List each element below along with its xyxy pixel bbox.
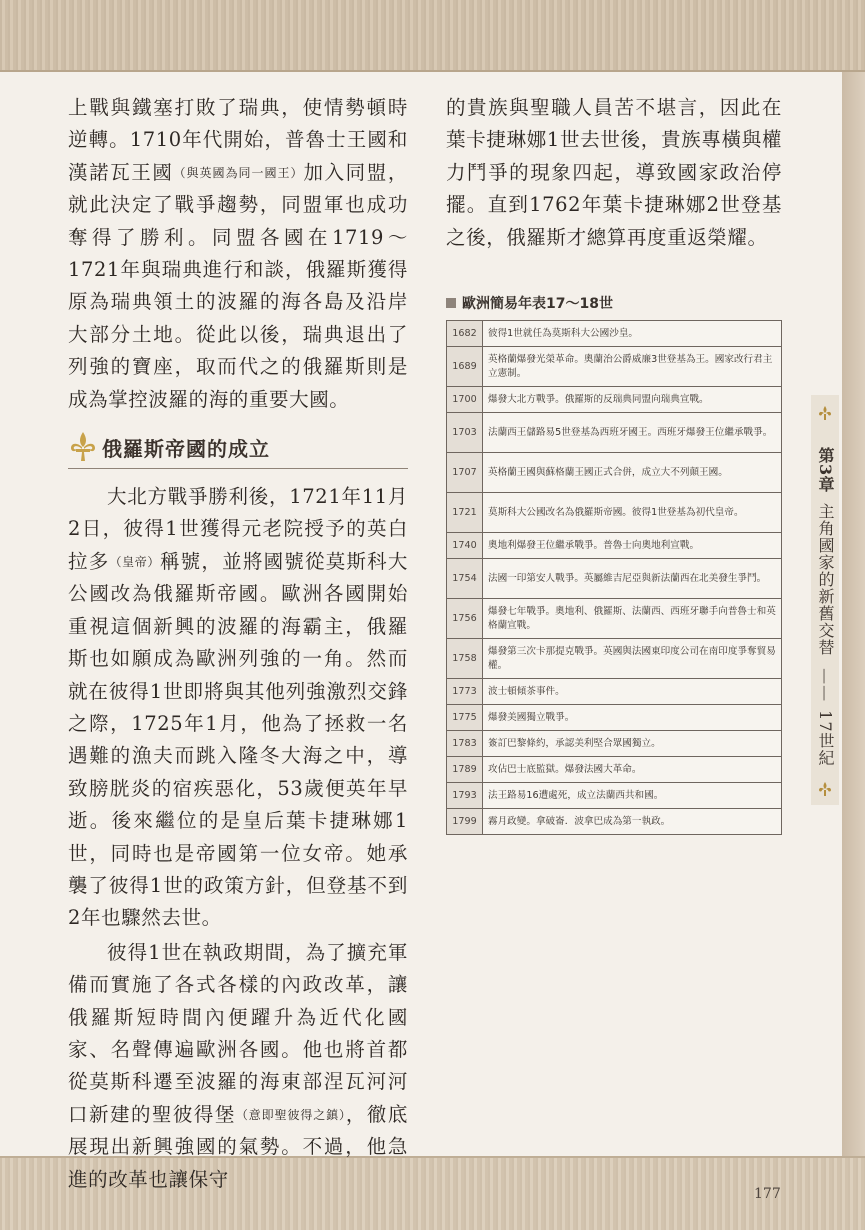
timeline-event: 爆發美國獨立戰爭。 [483, 705, 782, 731]
timeline-year: 1783 [447, 731, 483, 757]
timeline-row [447, 413, 782, 453]
timeline-row [447, 347, 782, 387]
timeline-row [447, 387, 782, 413]
timeline-event: 簽訂巴黎條約，承認美利堅合眾國獨立。 [483, 731, 782, 757]
chapter-vertical-label: 第3章主角國家的新舊交替——17世紀 [816, 447, 835, 767]
inline-note: （意即聖彼得之鎮） [235, 1107, 346, 1122]
timeline-year: 1773 [447, 679, 483, 705]
timeline-row [447, 731, 782, 757]
paragraph-continuation: 的貴族與聖職人員苦不堪言，因此在葉卡捷琳娜1世去世後，貴族專橫與權力鬥爭的現象四起，導致國家政治停擺。直到1762年葉卡捷琳娜2世登基之後，俄羅斯才總算再度重返榮耀。 [446, 96, 782, 249]
ornament-icon [818, 781, 832, 797]
paragraph-empire [68, 481, 408, 935]
timeline-year: 1756 [447, 599, 483, 639]
timeline-year: 1793 [447, 783, 483, 809]
scan-top-band [0, 0, 865, 72]
timeline-event: 霧月政變。拿破崙．波拿巴成為第一執政。 [483, 809, 782, 835]
left-column [68, 92, 408, 1196]
timeline-year: 1721 [447, 493, 483, 533]
timeline-year: 1689 [447, 347, 483, 387]
square-bullet-icon [446, 298, 456, 308]
paragraph-reforms [68, 937, 408, 1196]
timeline-row [447, 453, 782, 493]
chapter-side-tab [811, 395, 839, 805]
timeline-event: 法國一印第安人戰爭。英屬維吉尼亞與新法蘭西在北美發生爭鬥。 [483, 559, 782, 599]
page-number: 177 [754, 1186, 781, 1202]
timeline-row [447, 533, 782, 559]
timeline-year: 1703 [447, 413, 483, 453]
timeline-year: 1775 [447, 705, 483, 731]
timeline-event: 法蘭西王儲路易5世登基為西班牙國王。西班牙爆發王位繼承戰爭。 [483, 413, 782, 453]
timeline-year: 1707 [447, 453, 483, 493]
timeline-year: 1799 [447, 809, 483, 835]
timeline-event: 莫斯科大公國改名為俄羅斯帝國。彼得1世登基為初代皇帝。 [483, 493, 782, 533]
ornament-icon [818, 405, 832, 421]
chapter-number: 第3章 [816, 447, 835, 494]
timeline-year: 1758 [447, 639, 483, 679]
timeline-event: 奧地利爆發王位繼承戰爭。普魯士向奧地利宣戰。 [483, 533, 782, 559]
timeline-row [447, 679, 782, 705]
timeline-row [447, 757, 782, 783]
timeline-row [447, 705, 782, 731]
timeline-year: 1700 [447, 387, 483, 413]
inline-note: （皇帝） [109, 554, 160, 569]
timeline-event: 英格蘭王國與蘇格蘭王國正式合併，成立大不列顛王國。 [483, 453, 782, 493]
timeline-year: 1789 [447, 757, 483, 783]
paragraph-text: 彼得1世在執政期間，為了擴充軍備而實施了各式各樣的內政改革，讓俄羅斯短時間內便躍升為近代化國家、名聲傳遍歐洲各國。他也將首都從莫斯科遷至波羅的海東部涅瓦河河口新建的聖彼得堡 [68, 940, 408, 1126]
timeline-event: 爆發七年戰爭。奧地利、俄羅斯、法蘭西、西班牙聯手向普魯士和英格蘭宣戰。 [483, 599, 782, 639]
timeline-row [447, 639, 782, 679]
timeline-table [446, 320, 782, 835]
chapter-era: 17世紀 [816, 710, 835, 767]
timeline-event: 波士頓傾茶事件。 [483, 679, 782, 705]
section-heading [68, 430, 408, 469]
timeline-row [447, 809, 782, 835]
paragraph-text: ，徹底展現出新興強國的氣勢。不過，他急進的改革也讓保守 [68, 1102, 408, 1191]
timeline-title-text: 歐洲簡易年表17〜18世 [462, 296, 613, 312]
section-title: 俄羅斯帝國的成立 [102, 436, 270, 461]
timeline-row [447, 321, 782, 347]
page-edge [842, 72, 865, 1156]
fleur-de-lis-icon [68, 430, 98, 464]
timeline-year: 1682 [447, 321, 483, 347]
chapter-title: 主角國家的新舊交替 [816, 503, 835, 657]
timeline-row [447, 493, 782, 533]
paragraph-text: 上戰與鐵塞打敗了瑞典，使情勢頓時逆轉。1710年代開始，普魯士王國和漢諾瓦王國 [68, 96, 408, 184]
timeline-title [446, 293, 613, 313]
timeline-event: 英格蘭爆發光榮革命。奧蘭治公爵威廉3世登基為王。國家改行君主立憲制。 [483, 347, 782, 387]
paragraph-intro [68, 92, 408, 416]
timeline-event: 彼得1世就任為莫斯科大公國沙皇。 [483, 321, 782, 347]
timeline-year: 1754 [447, 559, 483, 599]
timeline-event: 攻佔巴士底監獄。爆發法國大革命。 [483, 757, 782, 783]
timeline-event: 法王路易16遭處死，成立法蘭西共和國。 [483, 783, 782, 809]
paragraph-text: 大北方戰爭勝利後，1721年11月2日，彼得1世獲得元老院授予的英白拉多 [68, 485, 408, 573]
paragraph-text: 加入同盟，就此決定了戰爭趨勢，同盟軍也成功奪得了勝利。同盟各國在1719〜1721年與瑞典進行和談，俄羅斯獲得原為瑞典領土的波羅的海各島及沿岸大部分土地。從此以後，瑞典退出了列強的寶座，取而代之的俄羅斯則是成為掌控波羅的海的重要大國。 [68, 160, 408, 411]
right-column [446, 92, 782, 254]
timeline-row [447, 559, 782, 599]
timeline-row [447, 599, 782, 639]
timeline-event: 爆發第三次卡那提克戰爭。英國與法國東印度公司在南印度爭奪貿易權。 [483, 639, 782, 679]
timeline-event: 爆發大北方戰爭。俄羅斯的反瑞典同盟向瑞典宣戰。 [483, 387, 782, 413]
timeline-row [447, 783, 782, 809]
paragraph-text: 稱號，並將國號從莫斯科大公國改為俄羅斯帝國。歐洲各國開始重視這個新興的波羅的海霸主，俄羅斯也如願成為歐洲列強的一角。然而就在彼得1世即將與其他列強激烈交鋒之際，1725年1月，他為了拯救一名遇難的漁夫而跳入隆冬大海之中，導致膀胱炎的宿疾惡化，53歲便英年早逝。後來繼位的是皇后葉卡捷琳娜1世，同時也是帝國第一位女帝。她承襲了彼得1世的政策方針，但登基不到2年也驟然去世。 [68, 549, 408, 930]
timeline-year: 1740 [447, 533, 483, 559]
inline-note: （與英國為同一國王） [173, 165, 304, 180]
